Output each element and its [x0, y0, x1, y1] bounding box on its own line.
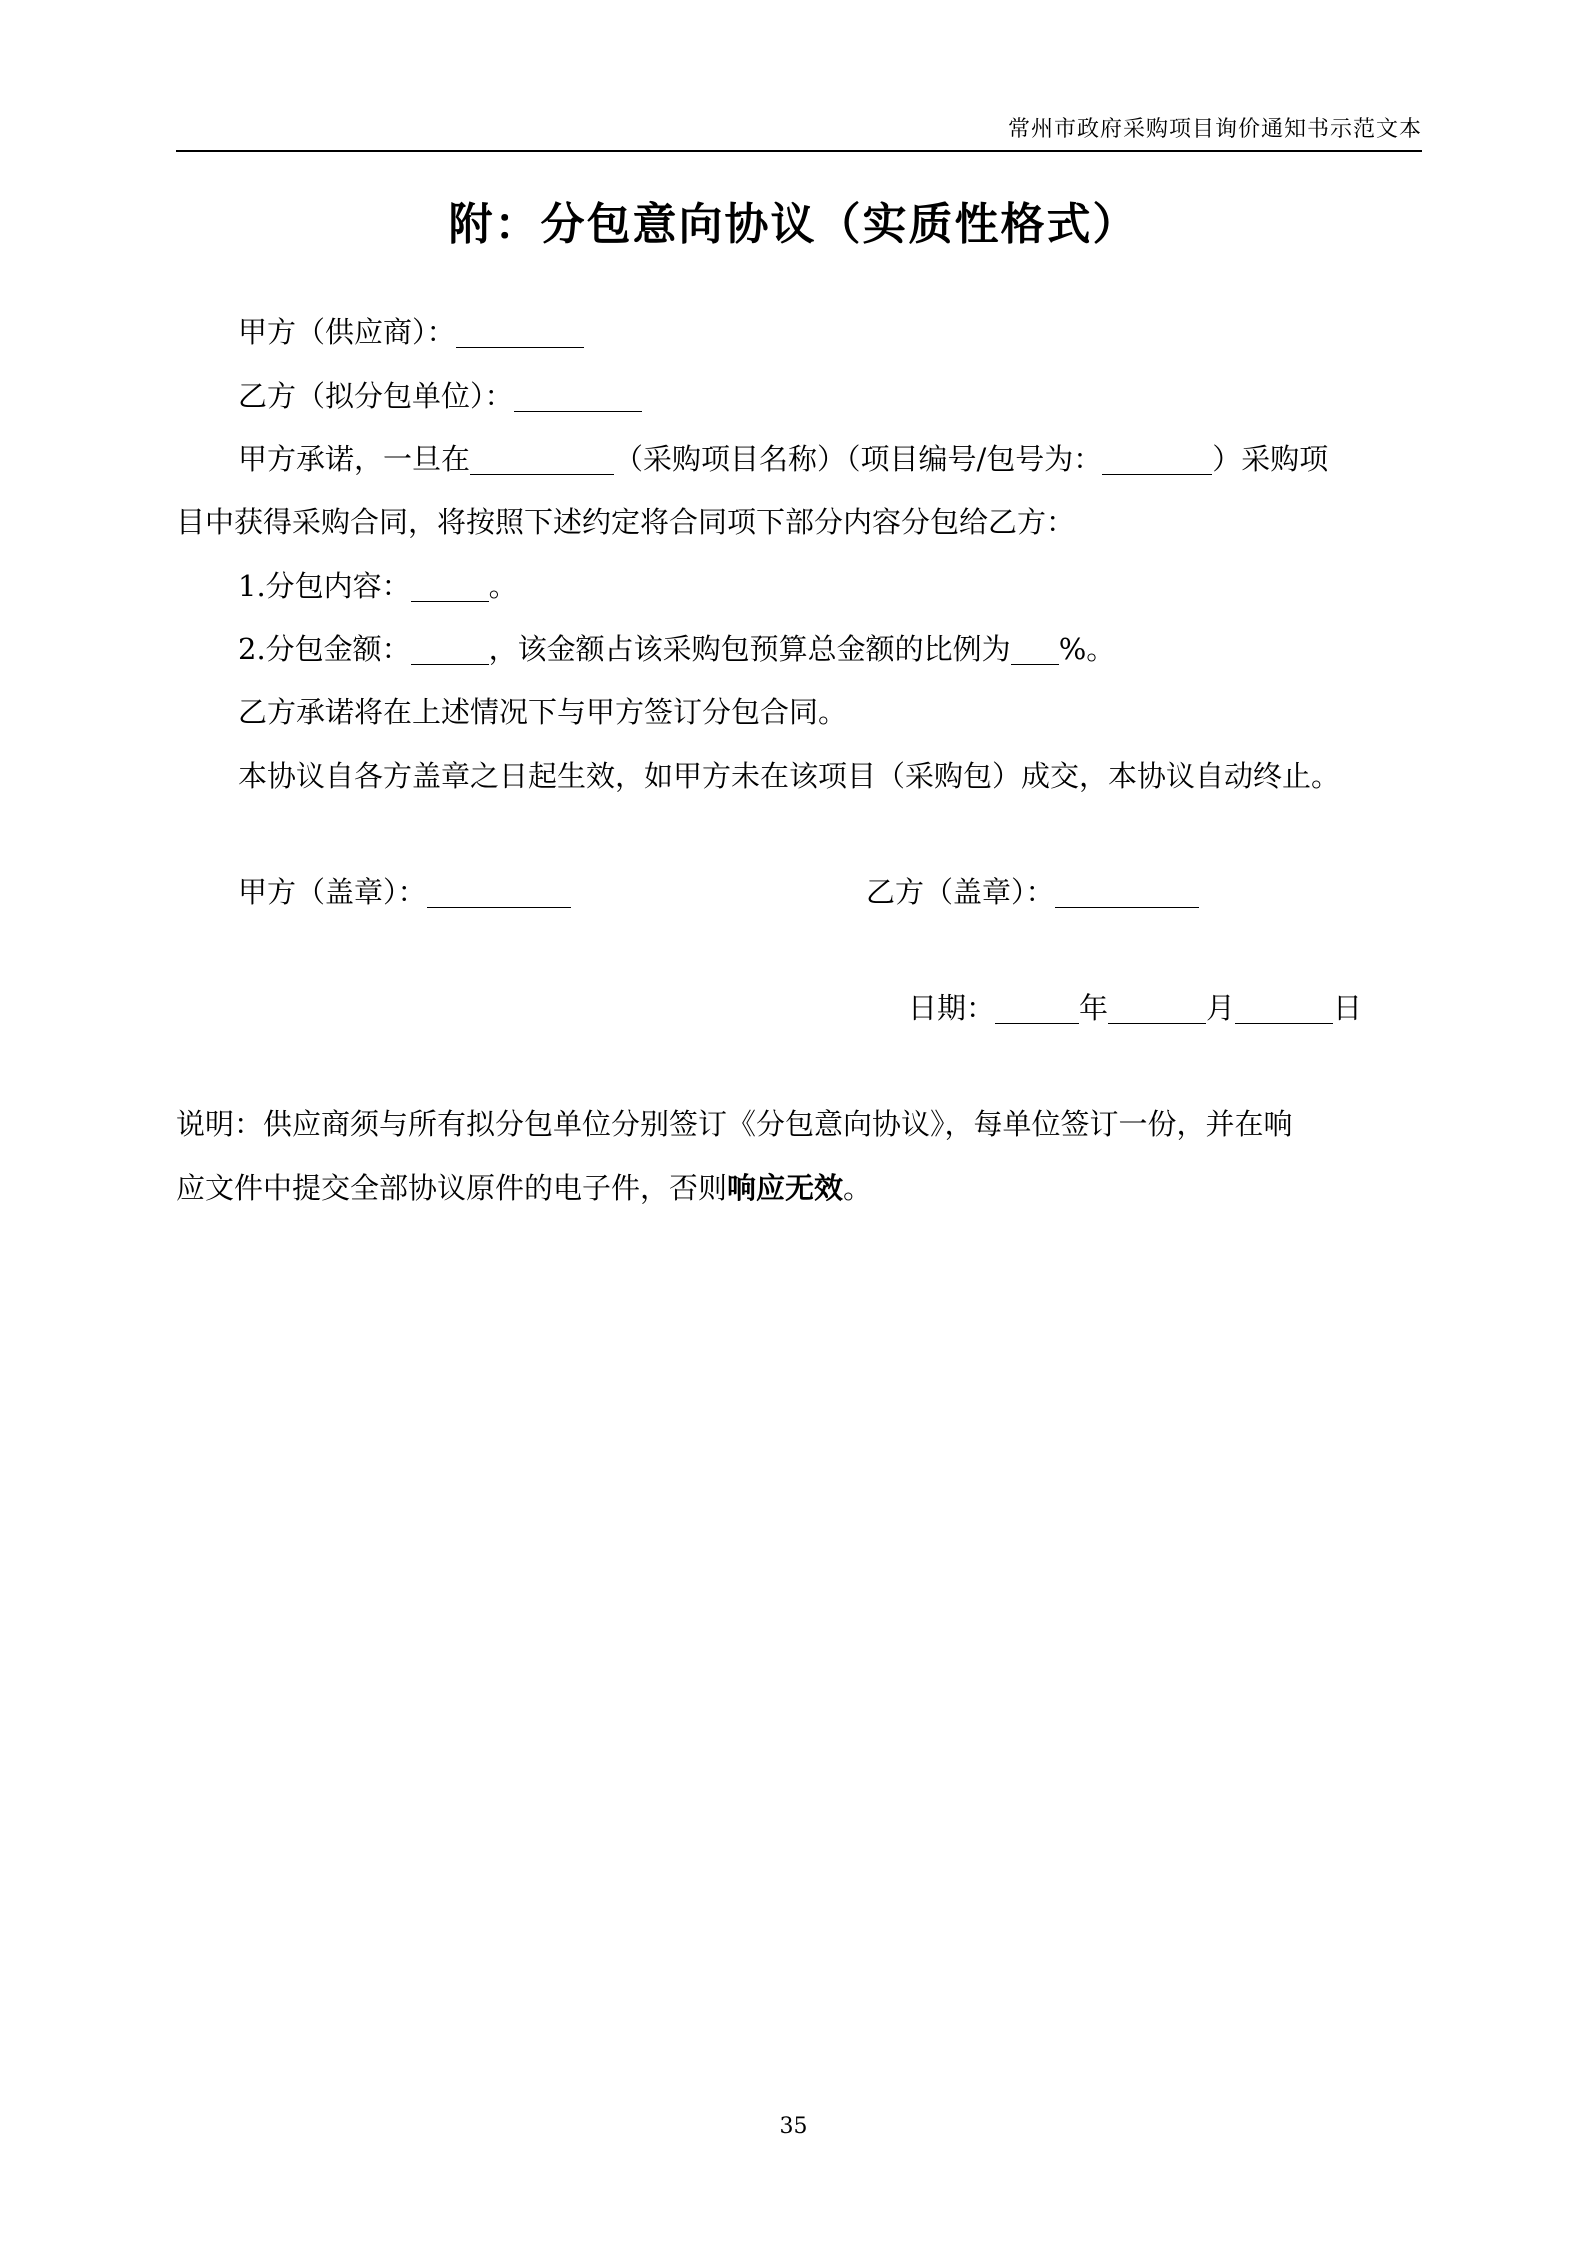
page-title: 附：分包意向协议（实质性格式）	[448, 199, 1139, 250]
party-b-line	[238, 376, 642, 416]
b-promise-line	[238, 692, 847, 732]
effect-line	[238, 756, 1340, 796]
party-b-blank[interactable]	[514, 381, 642, 412]
seal-a-line	[238, 872, 571, 912]
note-end: 。	[843, 1171, 873, 1205]
promise-line-2	[176, 502, 1075, 542]
seal-a-blank[interactable]	[427, 877, 571, 908]
party-b-label: 乙方（拟分包单位）：	[238, 379, 514, 413]
note-text-1: 说明：供应商须与所有拟分包单位分别签订《分包意向协议》，每单位签订一份，并在响	[176, 1107, 1293, 1141]
year-label: 年	[1079, 991, 1109, 1025]
note-bold-text: 响应无效	[727, 1171, 844, 1205]
percentage-blank[interactable]	[1011, 634, 1059, 665]
date-line	[908, 988, 1362, 1028]
day-label: 日	[1333, 991, 1363, 1025]
note-line-1	[176, 1104, 1293, 1144]
page-header	[176, 110, 1422, 152]
note-text-2: 应文件中提交全部协议原件的电子件，否则	[176, 1171, 728, 1205]
party-a-line	[238, 312, 584, 352]
year-blank[interactable]	[995, 993, 1079, 1024]
day-blank[interactable]	[1235, 993, 1333, 1024]
promise-text-4: 目中获得采购合同，将按照下述约定将合同项下部分内容分包给乙方：	[176, 505, 1076, 539]
effect-text: 本协议自各方盖章之日起生效，如甲方未在该项目（采购包）成交，本协议自动终止。	[238, 759, 1341, 793]
item-2-mid: ，该金额占该采购包预算总金额的比例为	[488, 632, 1011, 666]
item-2-end: %。	[1058, 632, 1116, 666]
item-1-end: 。	[488, 569, 518, 603]
project-name-blank[interactable]	[470, 444, 614, 475]
project-number-blank[interactable]	[1102, 444, 1212, 475]
header-text: 常州市政府采购项目询价通知书示范文本	[1007, 117, 1422, 142]
note-line-2	[176, 1168, 872, 1208]
seal-b-label: 乙方（盖章）：	[866, 875, 1055, 909]
item-1-line	[238, 566, 518, 606]
promise-text-2: （采购项目名称）（项目编号/包号为：	[614, 442, 1103, 476]
item-1-label: 1.分包内容：	[238, 569, 411, 603]
subcontract-amount-blank[interactable]	[411, 634, 489, 665]
month-label: 月	[1206, 991, 1236, 1025]
party-a-blank[interactable]	[456, 317, 584, 348]
subcontract-content-blank[interactable]	[411, 571, 489, 602]
promise-text-1: 甲方承诺，一旦在	[238, 442, 471, 476]
item-2-label: 2.分包金额：	[238, 632, 411, 666]
date-label: 日期：	[908, 991, 996, 1025]
promise-line-1	[238, 439, 1328, 479]
promise-text-3: ）采购项	[1212, 442, 1329, 476]
item-2-line	[238, 629, 1115, 669]
b-promise-text: 乙方承诺将在上述情况下与甲方签订分包合同。	[238, 695, 848, 729]
seal-a-label: 甲方（盖章）：	[238, 875, 427, 909]
seal-b-blank[interactable]	[1055, 877, 1199, 908]
month-blank[interactable]	[1108, 993, 1206, 1024]
party-a-label: 甲方（供应商）：	[238, 315, 456, 349]
page-number: 35	[779, 2114, 808, 2139]
seal-b-line	[866, 872, 1199, 912]
